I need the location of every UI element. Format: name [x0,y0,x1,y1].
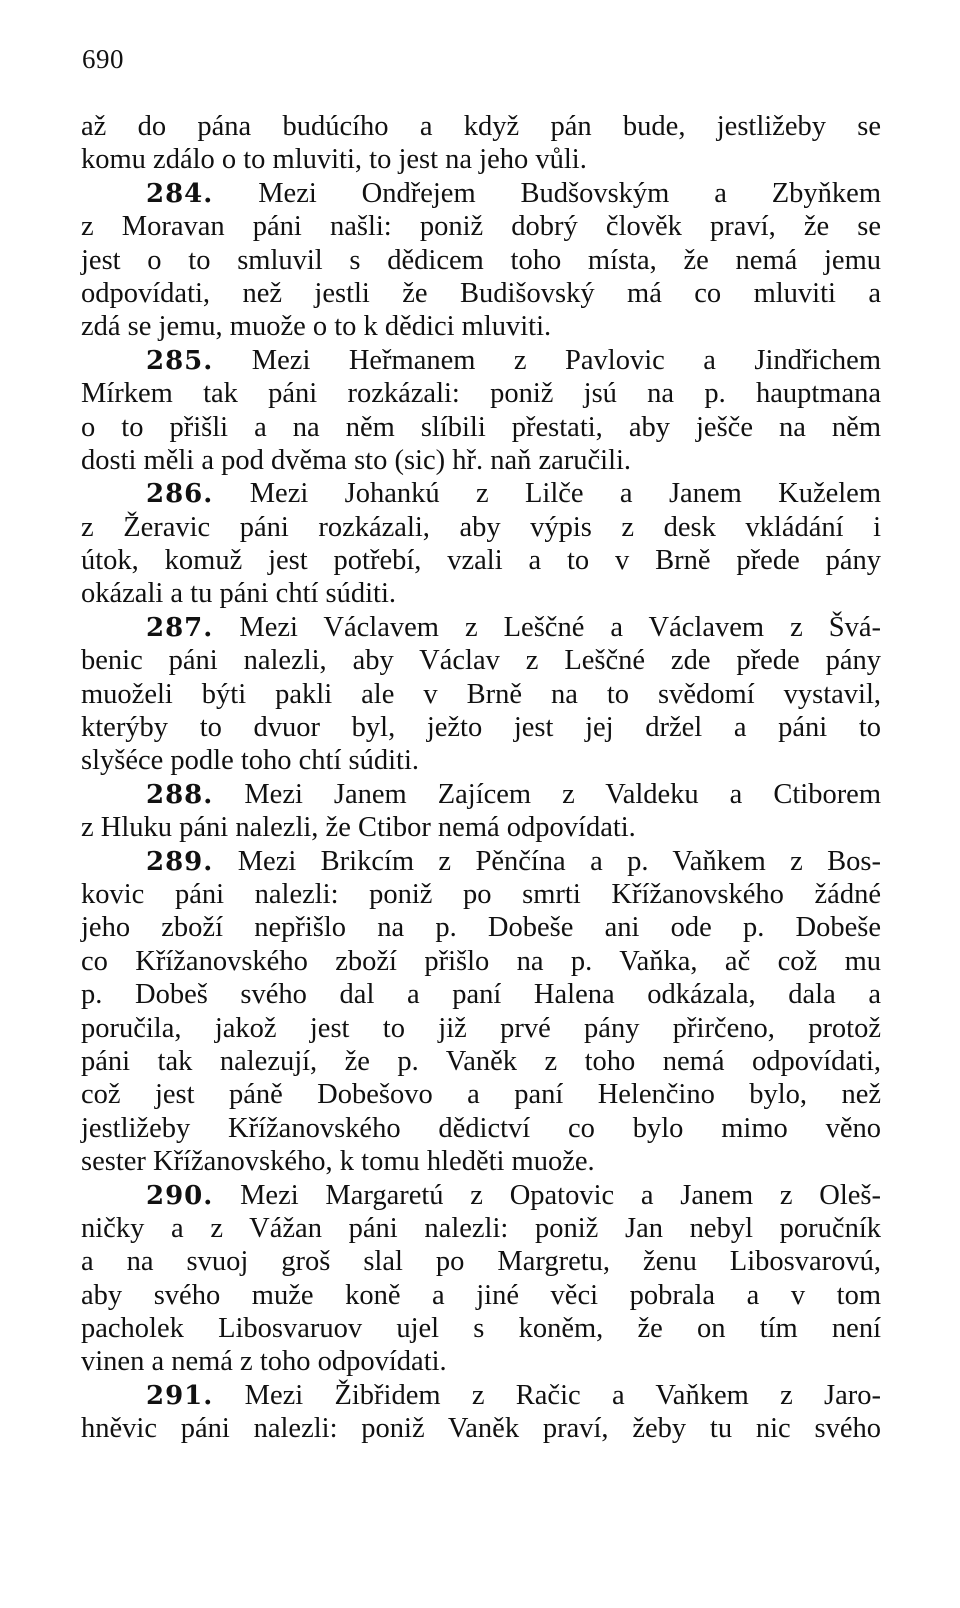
text-line [81,310,881,343]
text-line [81,1045,881,1078]
text-line [81,1112,881,1145]
line-text: až do pána budúcího a když pán bude, jestližeby se [81,111,881,142]
entry-number: 286. [146,479,214,510]
line-text: kovic páni nalezli: poniž po smrti Křížanovského žádné [81,878,881,910]
text-line [81,444,881,477]
entry-number: 284. [146,178,214,209]
line-text: vinen a nemá z toho odpovídati. [81,1346,447,1378]
line-text: aby svého muže koně a jiné věci pobrala a v tom [81,1279,881,1311]
entry-first-line [81,1179,881,1212]
line-text: kterýby to dvuor byl, ježto jest jej držel a páni to [81,712,881,744]
entry-first-line [81,477,881,510]
line-text: jest o to smluvil s dědicem toho místa, že nemá jemu [81,244,881,276]
text-line [81,143,881,176]
text-line [81,1312,881,1345]
line-text: o to přišli a na něm slíbili přestati, aby ješče na něm [81,411,881,443]
text-line [81,644,881,677]
line-text: páni tak nalezují, že p. Vaněk z toho nemá odpovídati, [81,1045,881,1077]
line-text: Mezi Žibřidem z Račic a Vaňkem z Jaro- [213,1379,881,1411]
text-line [81,411,881,444]
line-text: Mezi Brikcím z Pěnčína a p. Vaňkem z Bos- [213,845,881,877]
line-text: ničky a z Vážan páni nalezli: poniž Jan nebyl poručník [81,1212,881,1244]
entry-number: 289. [146,846,214,877]
text-line [81,945,881,978]
text-line [81,678,881,711]
line-text: komu zdálo o to mluviti, to jest na jeho vůli. [81,144,587,176]
body-text [81,110,881,1446]
text-line [81,244,881,277]
line-text: Mezi Johankú z Lilče a Janem Kuželem [213,478,881,510]
entry-number: 287. [146,612,214,643]
entry-first-line [81,845,881,878]
text-line [81,878,881,911]
line-text: Mezi Václavem z Leščné a Václavem z Švá- [213,611,881,643]
line-text: poručila, jakož jest to již prvé pány přirčeno, protož [81,1012,881,1044]
text-line [81,1212,881,1245]
text-line [81,577,881,610]
line-text: hněvic páni nalezli: poniž Vaněk praví, žeby tu nic svého [81,1413,881,1445]
text-line [81,1412,881,1445]
line-text: Mezi Ondřejem Budšovským a Zbyňkem [213,177,881,209]
text-line [81,1145,881,1178]
page-number: 690 [82,44,124,74]
line-text: jeho zboží nepřišlo na p. Dobeše ani ode p. Dobeše [81,912,881,944]
entry-number: 291. [146,1380,214,1411]
line-text: Mezi Janem Zajícem z Valdeku a Ctiborem [213,778,881,810]
text-line [81,978,881,1011]
text-line [81,811,881,844]
text-line [81,711,881,744]
line-text: p. Dobeš svého dal a paní Halena odkázala, dala a [81,979,881,1011]
text-line [81,277,881,310]
text-line [81,544,881,577]
entry-first-line [81,344,881,377]
line-text: co Křížanovského zboží přišlo na p. Vaňka, ač což mu [81,945,881,977]
entry-number: 288. [146,779,214,810]
line-text: dosti měli a pod dvěma sto (sic) hř. naň zaručili. [81,444,632,476]
line-text: odpovídati, než jestli že Budišovský má co mluviti a [81,277,881,309]
line-text: což jest páně Dobešovo a paní Helenčino bylo, než [81,1079,881,1111]
text-line [81,911,881,944]
line-text: sester Křížanovského, k tomu hleděti muože. [81,1146,595,1178]
entry-first-line [81,177,881,210]
line-text: Mezi Heřmanem z Pavlovic a Jindřichem [213,344,881,376]
line-text: muoželi býti pakli ale v Brně na to svědomí vystavil, [81,678,881,710]
entry-first-line [81,778,881,811]
entry-number: 290. [146,1180,214,1211]
line-text: Mírkem tak páni rozkázali: poniž jsú na p. hauptmana [81,378,881,410]
line-text: z Moravan páni našli: poniž dobrý člověk praví, že se [81,211,881,243]
text-line [81,1279,881,1312]
line-text: a na svuoj groš slal po Margretu, ženu Libosvarovú, [81,1246,881,1278]
text-line [81,1078,881,1111]
text-line [81,1345,881,1378]
line-text: Mezi Margaretú z Opatovic a Janem z Oleš- [213,1179,881,1211]
line-text: slyšéce podle toho chtí súditi. [81,745,419,777]
line-text: z Žeravic páni rozkázali, aby výpis z desk vkládání i [81,511,881,543]
line-text: útok, komuž jest potřebí, vzali a to v Brně přede pány [81,545,881,577]
line-text: benic páni nalezli, aby Václav z Leščné zde přede pány [81,645,881,677]
text-line [81,377,881,410]
entry-first-line [81,1379,881,1412]
text-line [81,210,881,243]
text-line [81,1012,881,1045]
line-text: okázali a tu páni chtí súditi. [81,578,397,610]
text-line [81,744,881,777]
text-line [81,1245,881,1278]
text-line [81,511,881,544]
line-text: pacholek Libosvaruov ujel s koněm, že on tím není [81,1313,881,1345]
entry-first-line [81,611,881,644]
line-text: z Hluku páni nalezli, že Ctibor nemá odpovídati. [81,812,636,844]
entry-number: 285. [146,345,214,376]
line-text: jestližeby Křížanovského dědictví co bylo mimo věno [81,1112,881,1144]
line-text: zdá se jemu, muože o to k dědici mluviti. [81,311,552,343]
text-line [81,110,881,143]
